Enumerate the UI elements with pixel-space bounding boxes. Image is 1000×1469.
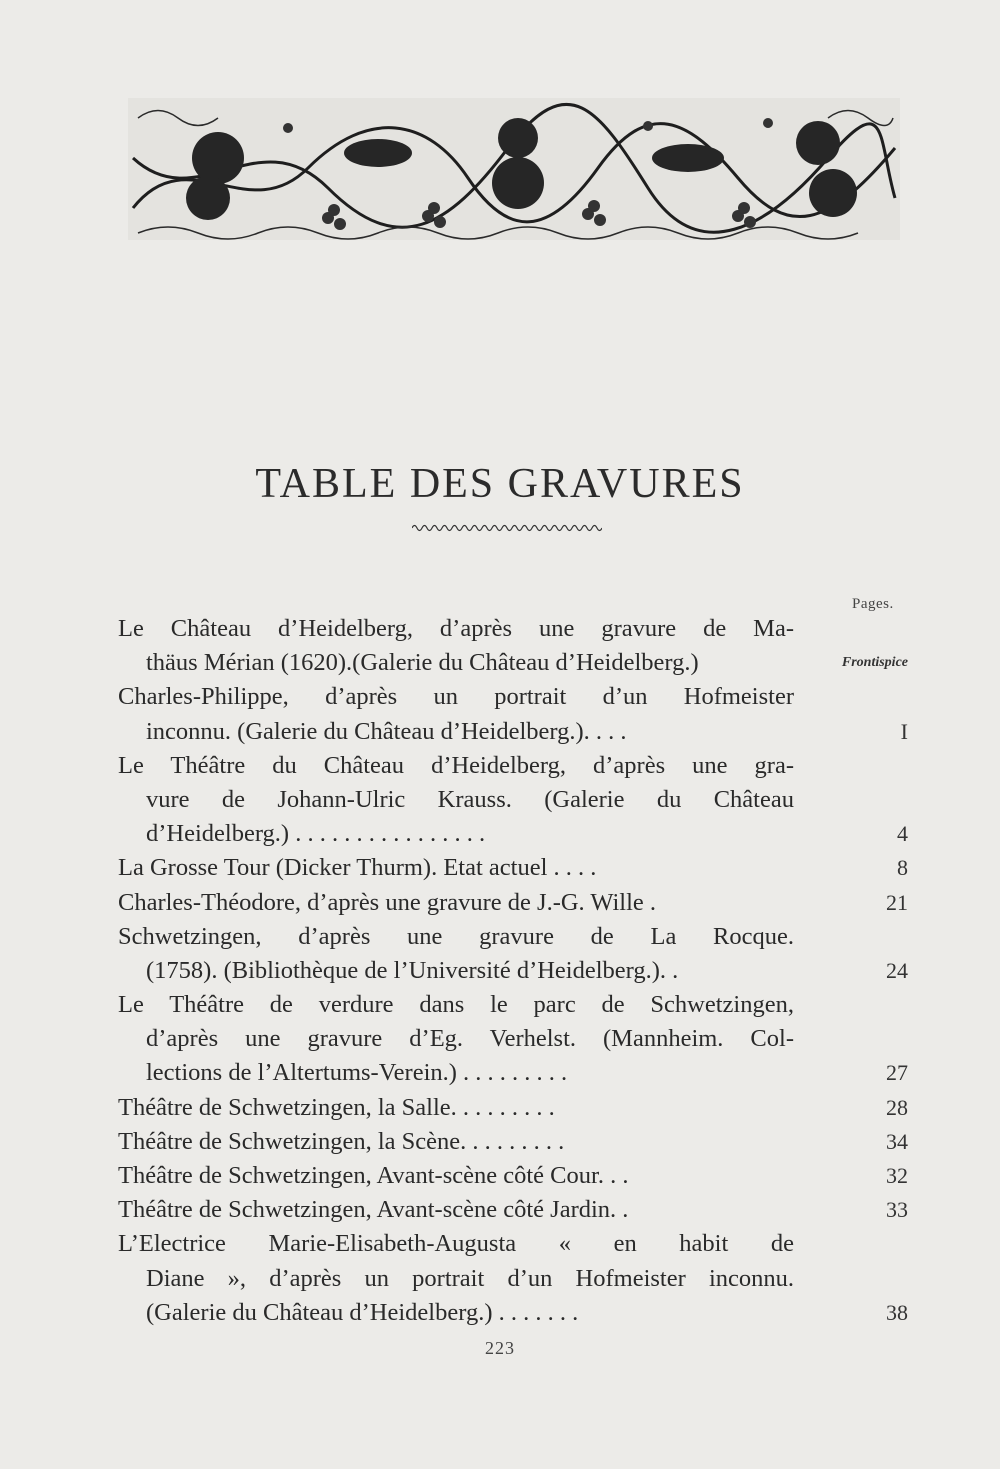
toc-entry <box>118 612 908 680</box>
toc-entry <box>118 749 908 852</box>
toc-entry-text: Diane », d’après un portrait d’un Hofmeister inconnu. <box>146 1264 794 1292</box>
toc-entry-line <box>118 1227 908 1261</box>
toc-entry-line <box>118 920 908 954</box>
toc-entry-line <box>118 1022 908 1056</box>
toc-entry-line <box>118 1056 908 1090</box>
toc-entry-text: Le Château d’Heidelberg, d’après une gravure de Ma- <box>118 615 794 642</box>
toc-entry-line <box>118 1125 908 1159</box>
engraved-vine-ornament-image <box>128 98 900 240</box>
toc-entry-page: 24 <box>886 957 908 983</box>
toc-entry-page: I <box>900 718 908 744</box>
toc-entry-line <box>118 715 908 749</box>
toc-entry-line <box>118 1296 908 1330</box>
toc-entry-line <box>118 1091 908 1125</box>
toc-entry-line <box>118 646 908 680</box>
page-number: 223 <box>485 1338 515 1358</box>
toc-entry-page: 33 <box>886 1197 908 1223</box>
toc-entry-line <box>118 817 908 851</box>
toc-entry-text: Charles-Philippe, d’après un portrait d’un Hofmeister <box>118 683 794 711</box>
toc-entry-page: 32 <box>886 1163 908 1188</box>
toc-entry-text: La Grosse Tour (Dicker Thurm). Etat actuel . . . . <box>118 854 597 882</box>
toc-entry-page: 27 <box>886 1060 908 1086</box>
toc-entry-text: Théâtre de Schwetzingen, Avant-scène côté Cour. . . <box>118 1162 629 1189</box>
toc-entry-line <box>118 886 908 920</box>
toc-entry-text: L’Electrice Marie-Elisabeth-Augusta « en habit de <box>118 1230 794 1258</box>
toc-entry-text: (1758). (Bibliothèque de l’Université d’Heidelberg.). . <box>146 956 679 984</box>
toc-entry <box>118 1227 908 1330</box>
toc-entry-line <box>118 851 908 885</box>
toc-entry <box>118 1159 908 1193</box>
toc-entry-line <box>118 612 908 646</box>
toc-entry-text: Théâtre de Schwetzingen, Avant-scène côté Jardin. . <box>118 1196 629 1224</box>
toc-entry-text: d’Heidelberg.) . . . . . . . . . . . . . . . . <box>146 820 486 848</box>
toc-entry-text: Charles-Théodore, d’après une gravure de J.-G. Wille . <box>118 888 657 916</box>
toc-entry-text: thäus Mérian (1620).(Galerie du Château d’Heidelberg.) <box>146 649 699 677</box>
toc-entry-line <box>118 1159 908 1193</box>
toc-entry-text: d’après une gravure d’Eg. Verhelst. (Mannheim. Col- <box>146 1025 794 1053</box>
toc-entry-text: Théâtre de Schwetzingen, la Salle. . . . . . . . . <box>118 1093 555 1121</box>
toc-entry-page: 4 <box>897 821 908 847</box>
toc-entry-page: 8 <box>897 855 908 881</box>
toc-entry-text: Le Théâtre de verdure dans le parc de Schwetzingen, <box>118 991 794 1019</box>
toc-entry <box>118 920 908 988</box>
toc-entry-line <box>118 783 908 817</box>
toc-entry <box>118 680 908 748</box>
toc-entry-text: Le Théâtre du Château d’Heidelberg, d’après une gra- <box>118 751 794 779</box>
page-title: TABLE DES GRAVURES <box>255 461 745 508</box>
engravings-list <box>118 612 908 1330</box>
wavy-divider <box>412 522 602 534</box>
toc-entry-line <box>118 1193 908 1227</box>
toc-entry-page: 21 <box>886 889 908 915</box>
toc-entry-page: 38 <box>886 1299 908 1325</box>
toc-entry <box>118 1091 908 1125</box>
toc-entry-line <box>118 680 908 714</box>
toc-entry <box>118 886 908 920</box>
pages-column-header: Pages. <box>852 596 894 612</box>
toc-entry-text: (Galerie du Château d’Heidelberg.) . . . . . . . <box>146 1298 579 1326</box>
toc-entry <box>118 851 908 885</box>
toc-entry-text: vure de Johann-Ulric Krauss. (Galerie du Château <box>146 785 794 813</box>
toc-entry-line <box>118 1262 908 1296</box>
toc-entry-line <box>118 749 908 783</box>
toc-entry-page: 34 <box>886 1128 908 1154</box>
toc-entry-text: Schwetzingen, d’après une gravure de La Rocque. <box>118 922 794 950</box>
toc-entry-line <box>118 954 908 988</box>
toc-entry-text: Théâtre de Schwetzingen, la Scène. . . . . . . . . <box>118 1127 565 1155</box>
toc-entry-page: Frontispice <box>841 655 908 671</box>
toc-entry-text: inconnu. (Galerie du Château d’Heidelberg.). . . . <box>146 717 627 745</box>
toc-entry-page: 28 <box>886 1094 908 1120</box>
toc-entry-line <box>118 988 908 1022</box>
toc-entry <box>118 1125 908 1159</box>
toc-entry-text: lections de l’Altertums-Verein.) . . . . . . . . . <box>146 1059 568 1087</box>
toc-entry <box>118 988 908 1091</box>
toc-entry <box>118 1193 908 1227</box>
